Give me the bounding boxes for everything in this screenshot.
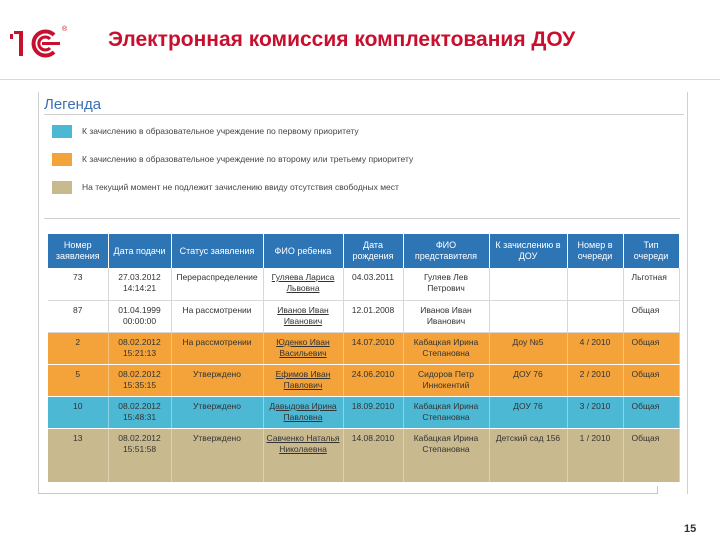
legend-swatch-orange bbox=[52, 153, 72, 166]
cell-birth-date: 24.06.2010 bbox=[343, 364, 403, 396]
child-name-link[interactable]: Гуляева Лариса Львовна bbox=[271, 272, 335, 293]
column-header[interactable]: Номер в очереди bbox=[567, 234, 623, 268]
cell-queue-type: Общая bbox=[623, 300, 679, 332]
child-name-link[interactable]: Ефимов Иван Павлович bbox=[275, 368, 331, 390]
cell-status: Утверждено bbox=[171, 428, 263, 482]
cell-representative: Сидоров Петр Иннокентий bbox=[403, 364, 489, 396]
applications-table bbox=[48, 234, 680, 483]
table-row[interactable] bbox=[48, 300, 679, 332]
child-name-link[interactable]: Иванов Иван Иванович bbox=[277, 304, 329, 326]
cell-representative: Иванов Иван Иванович bbox=[403, 300, 489, 332]
legend-swatch-blue bbox=[52, 125, 72, 138]
registered-mark: ® bbox=[62, 26, 68, 33]
cell-date: 08.02.2012 15:51:58 bbox=[108, 428, 171, 482]
cell-child-name[interactable] bbox=[263, 268, 343, 300]
cell-enrollment: ДОУ 76 bbox=[489, 396, 567, 428]
cell-birth-date: 12.01.2008 bbox=[343, 300, 403, 332]
cell-enrollment bbox=[489, 268, 567, 300]
cell-date: 08.02.2012 15:21:13 bbox=[108, 332, 171, 364]
cell-enrollment bbox=[489, 300, 567, 332]
cell-representative: Кабацкая Ирина Степановна bbox=[403, 332, 489, 364]
cell-status: Утверждено bbox=[171, 364, 263, 396]
column-header[interactable]: Дата рождения bbox=[343, 234, 403, 268]
cell-status: На рассмотрении bbox=[171, 300, 263, 332]
legend-divider bbox=[44, 114, 684, 115]
legend-item-no-places bbox=[52, 179, 399, 195]
cell-birth-date: 04.03.2011 bbox=[343, 268, 403, 300]
cell-number: 73 bbox=[48, 268, 108, 300]
cell-queue-type: Общая bbox=[623, 332, 679, 364]
cell-birth-date: 14.08.2010 bbox=[343, 428, 403, 482]
cell-status: Утверждено bbox=[171, 396, 263, 428]
cell-number: 5 bbox=[48, 364, 108, 396]
cell-number: 13 bbox=[48, 428, 108, 482]
cell-queue-number: 1 / 2010 bbox=[567, 428, 623, 482]
cell-representative: Кабацкая Ирина Степановна bbox=[403, 396, 489, 428]
cell-queue-number bbox=[567, 300, 623, 332]
cell-number: 2 bbox=[48, 332, 108, 364]
cell-representative: Кабацкая Ирина Степановна bbox=[403, 428, 489, 482]
1c-logo bbox=[10, 18, 72, 62]
table-row[interactable] bbox=[48, 396, 679, 428]
cell-child-name[interactable] bbox=[263, 396, 343, 428]
child-name-link[interactable]: Давыдова Ирина Павловна bbox=[269, 400, 337, 422]
legend-item-first-priority bbox=[52, 123, 359, 139]
column-header[interactable]: Тип очереди bbox=[623, 234, 679, 268]
cell-number: 87 bbox=[48, 300, 108, 332]
frame-bottom-edge bbox=[38, 486, 658, 494]
table-row[interactable] bbox=[48, 332, 679, 364]
table-header-row bbox=[48, 234, 679, 268]
cell-status: На рассмотрении bbox=[171, 332, 263, 364]
cell-queue-number: 3 / 2010 bbox=[567, 396, 623, 428]
cell-queue-type: Общая bbox=[623, 396, 679, 428]
cell-queue-number: 4 / 2010 bbox=[567, 332, 623, 364]
cell-enrollment: ДОУ 76 bbox=[489, 364, 567, 396]
column-header[interactable]: ФИО ребенка bbox=[263, 234, 343, 268]
page-number: 15 bbox=[684, 523, 697, 535]
cell-representative: Гуляев Лев Петрович bbox=[403, 268, 489, 300]
cell-queue-number: 2 / 2010 bbox=[567, 364, 623, 396]
column-header[interactable]: К зачислению в ДОУ bbox=[489, 234, 567, 268]
cell-date: 27.03.2012 14:14:21 bbox=[108, 268, 171, 300]
table-row[interactable] bbox=[48, 268, 679, 300]
column-header[interactable]: Дата подачи bbox=[108, 234, 171, 268]
column-header[interactable]: Статус заявления bbox=[171, 234, 263, 268]
page-title: Электронная комиссия комплектования ДОУ bbox=[108, 28, 576, 51]
cell-date: 01.04.1999 00:00:00 bbox=[108, 300, 171, 332]
cell-child-name[interactable] bbox=[263, 332, 343, 364]
cell-date: 08.02.2012 15:35:15 bbox=[108, 364, 171, 396]
cell-date: 08.02.2012 15:48:31 bbox=[108, 396, 171, 428]
cell-number: 10 bbox=[48, 396, 108, 428]
table-row[interactable] bbox=[48, 364, 679, 396]
legend-label: На текущий момент не подлежит зачислению ввиду отсутствия свободных мест bbox=[82, 182, 399, 192]
child-name-link[interactable]: Савченко Наталья Николаевна bbox=[266, 432, 340, 454]
cell-status: Перераспределение bbox=[171, 268, 263, 300]
child-name-link[interactable]: Юденко Иван Васильевич bbox=[276, 336, 330, 358]
cell-queue-number bbox=[567, 268, 623, 300]
cell-birth-date: 18.09.2010 bbox=[343, 396, 403, 428]
legend-swatch-khaki bbox=[52, 181, 72, 194]
cell-child-name[interactable] bbox=[263, 300, 343, 332]
header-divider bbox=[0, 79, 720, 80]
cell-queue-type: Общая bbox=[623, 428, 679, 482]
legend-title: Легенда bbox=[44, 96, 102, 113]
legend-item-second-priority bbox=[52, 151, 413, 167]
column-header[interactable]: ФИО представителя bbox=[403, 234, 489, 268]
cell-child-name[interactable] bbox=[263, 428, 343, 482]
legend-label: К зачислению в образовательное учреждение по первому приоритету bbox=[82, 126, 359, 136]
legend-label: К зачислению в образовательное учреждение по второму или третьему приоритету bbox=[82, 154, 414, 164]
column-header[interactable]: Номер заявления bbox=[48, 234, 108, 268]
cell-enrollment: Детский сад 156 bbox=[489, 428, 567, 482]
cell-enrollment: Доу №5 bbox=[489, 332, 567, 364]
cell-queue-type: Общая bbox=[623, 364, 679, 396]
table-row[interactable] bbox=[48, 428, 679, 482]
cell-child-name[interactable] bbox=[263, 364, 343, 396]
cell-birth-date: 14.07.2010 bbox=[343, 332, 403, 364]
legend-bottom-divider bbox=[44, 218, 680, 219]
cell-queue-type: Льготная bbox=[623, 268, 679, 300]
